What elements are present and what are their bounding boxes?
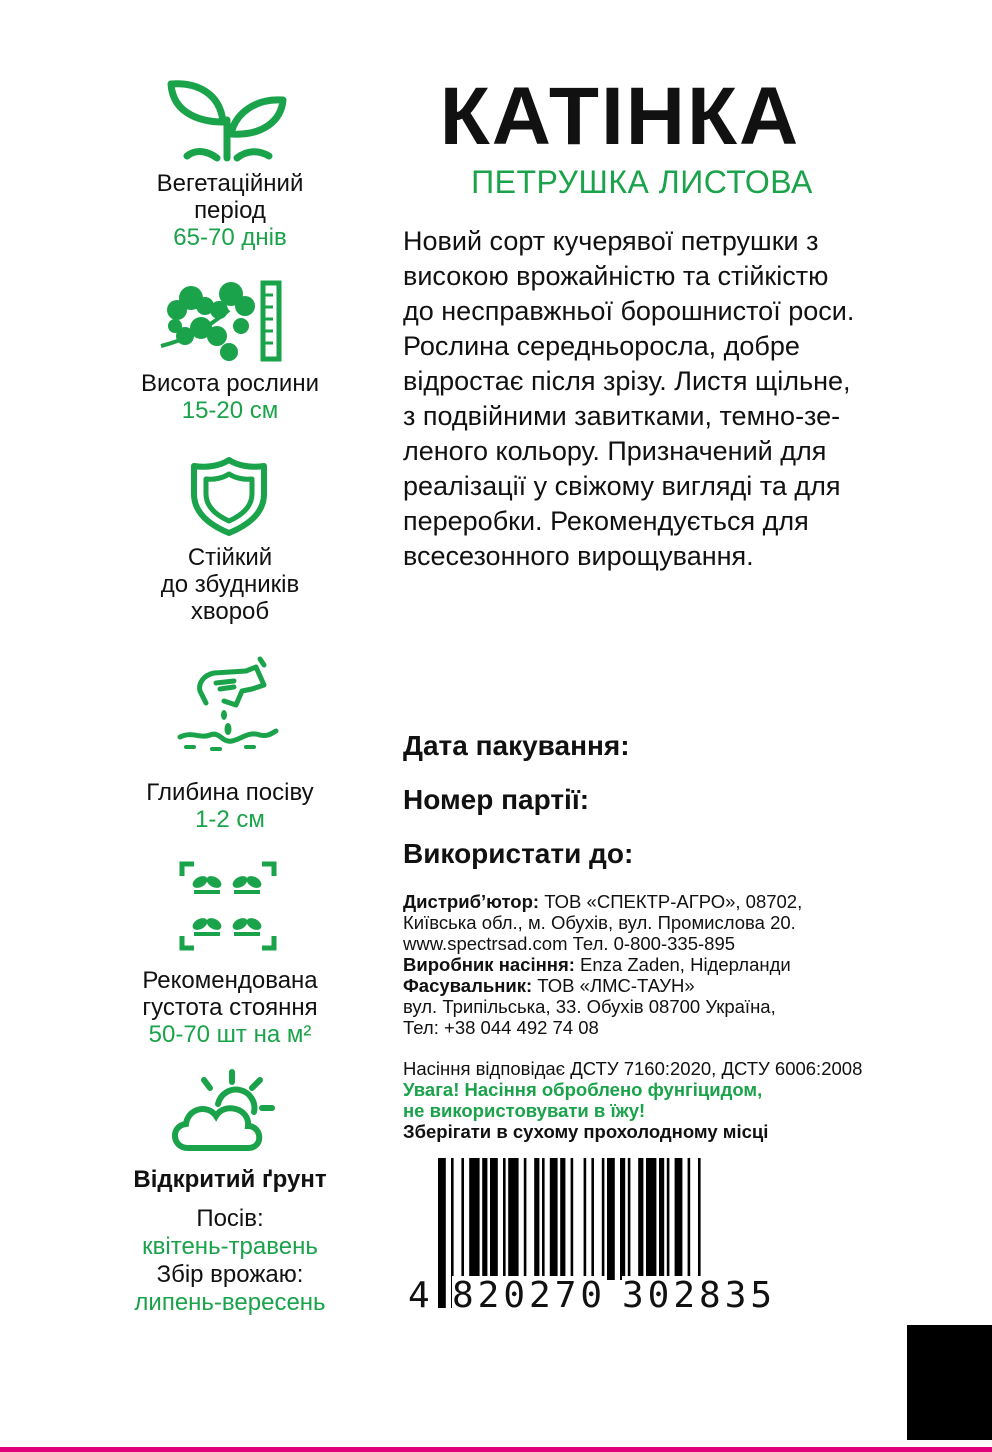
barcode-bar (620, 1158, 625, 1280)
feature-label: густота стояння (142, 994, 318, 1021)
harvest-value: липень-вересень (134, 1289, 326, 1316)
harvest-label: Збір врожаю: (156, 1261, 304, 1288)
company-info (403, 891, 923, 1038)
barcode-bar (638, 1158, 643, 1280)
barcode-bar (461, 1158, 464, 1280)
notes (403, 1058, 923, 1142)
packer-phone: Тел: +38 044 492 74 08 (403, 1017, 599, 1038)
feature-density (100, 967, 360, 1048)
feature-depth (100, 779, 360, 833)
feature-open-ground (100, 1166, 360, 1317)
barcode-bar (469, 1158, 479, 1280)
barcode-bar (571, 1158, 574, 1280)
warning-line-2: не використовувати в їжу! (403, 1100, 646, 1121)
batch-field: Номер партії: (403, 784, 590, 815)
storage-note: Зберігати в сухому прохолодному місці (403, 1121, 769, 1142)
barcode-bar (550, 1158, 558, 1280)
barcode-bar (534, 1158, 539, 1280)
distributor-value: ТОВ «СПЕКТР-АГРО», 08702, (539, 891, 803, 912)
feature-label: до збудників (160, 571, 300, 598)
feature-heading: Відкритий ґрунт (133, 1166, 327, 1193)
packer-label: Фасувальник: (403, 975, 533, 996)
shield-icon (190, 456, 268, 536)
warning-line-1: Увага! Насіння оброблено фунгіцидом, (403, 1079, 763, 1100)
barcode-bar (438, 1158, 446, 1308)
packer-value: ТОВ «ЛМС-ТАУН» (532, 975, 695, 996)
feature-label: Висота рослини (140, 370, 319, 397)
distributor-label: Дистриб’ютор: (403, 891, 540, 912)
distributor-contacts: www.spectrsad.com Тел. 0-800-335-895 (403, 933, 736, 954)
barcode-bar (646, 1158, 656, 1280)
distributor-address: Київська обл., м. Обухів, вул. Промислова 20. (403, 912, 796, 933)
barcode-bar (688, 1158, 691, 1280)
barcode-bar (659, 1158, 664, 1280)
barcode-bar (675, 1158, 683, 1280)
barcode-bar (490, 1158, 498, 1280)
sprout-icon (165, 78, 290, 166)
feature-resistance (100, 544, 360, 625)
feature-vegetation (100, 170, 360, 251)
barcode-bar (667, 1158, 670, 1280)
pack-date-field: Дата пакування: (403, 730, 630, 761)
barcode-digits-left: 820270 (452, 1275, 607, 1316)
barcode-digits-right: 302835 (622, 1275, 777, 1316)
barcode-bar (560, 1158, 565, 1280)
feature-label: Вегетаційний (156, 170, 304, 197)
producer-value: Enza Zaden, Нідерланди (574, 954, 791, 975)
feature-label: період (194, 197, 266, 224)
barcode-bar (602, 1158, 605, 1280)
corner-block (907, 1325, 992, 1440)
producer-label: Виробник насіння: (403, 954, 575, 975)
sowing-hand-icon (176, 655, 280, 755)
sow-label: Посів: (196, 1205, 264, 1232)
product-type: ПЕТРУШКА ЛИСТОВА (471, 164, 813, 200)
use-by-field: Використати до: (403, 838, 634, 869)
plant-spacing-icon (178, 860, 278, 952)
edge-stripe (0, 1447, 992, 1452)
barcode-bar (542, 1158, 545, 1280)
barcode-bar (607, 1158, 615, 1280)
feature-label: Стійкий (187, 544, 273, 571)
barcode (408, 1158, 822, 1318)
feature-label: хвороб (190, 598, 270, 625)
feature-label: Рекомендована (142, 967, 318, 994)
feature-value: 65-70 днів (173, 224, 287, 251)
parsley-ruler-icon (155, 280, 287, 362)
barcode-bar (503, 1158, 506, 1280)
barcode-bar (508, 1158, 518, 1280)
standard-note: Насіння відповідає ДСТУ 7160:2020, ДСТУ 6006:2008 (403, 1058, 863, 1079)
product-description: Новий сорт кучерявої петрушки з високою врожайністю та стійкістю до несправжньої борошнистої роси. Рослина середньоросла, добре відростає після зрізу. Листя щільне, з подвійними завитками, темно-зе- леного кольору. Призначений для реалізації у свіжому вигляді та для переробки. Рекомендується для всесезонного вирощування. (403, 226, 855, 571)
feature-value: 1-2 см (195, 806, 265, 833)
sun-cloud-icon (166, 1068, 282, 1154)
feature-height (100, 370, 360, 424)
barcode-bar (628, 1158, 631, 1280)
packer-address: вул. Трипільська, 33. Обухів 08700 Україна, (403, 996, 776, 1017)
feature-value: 15-20 см (181, 397, 279, 424)
feature-value: 50-70 шт на м² (148, 1021, 312, 1048)
barcode-bar (482, 1158, 487, 1280)
sow-value: квітень-травень (142, 1233, 318, 1260)
barcode-bar (524, 1158, 527, 1280)
barcode-digit-first: 4 (408, 1275, 430, 1316)
product-name: КАТІНКА (439, 71, 801, 162)
feature-label: Глибина посіву (146, 779, 314, 806)
